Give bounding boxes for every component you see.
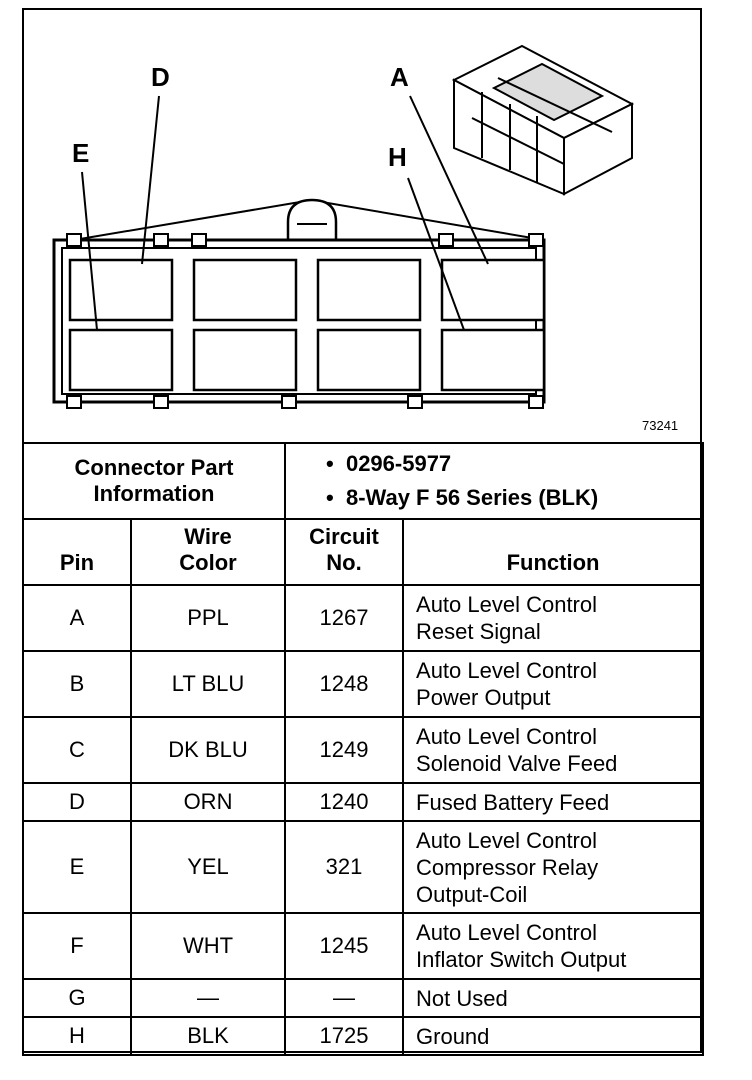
function-cell bbox=[403, 585, 703, 651]
circuit-cell: 1725 bbox=[285, 1017, 403, 1055]
part-number-line bbox=[326, 447, 702, 481]
table-row bbox=[23, 783, 703, 821]
circuit-cell: 1240 bbox=[285, 783, 403, 821]
header-line: Circuit bbox=[309, 524, 379, 549]
bullet: • bbox=[326, 485, 334, 510]
circuit-cell: 1267 bbox=[285, 585, 403, 651]
function-cell bbox=[403, 651, 703, 717]
wire-color-cell: LT BLU bbox=[131, 651, 285, 717]
function-cell bbox=[403, 1017, 703, 1055]
bullet: • bbox=[326, 451, 334, 476]
function-cell bbox=[403, 717, 703, 783]
table-row bbox=[23, 585, 703, 651]
table-row bbox=[23, 651, 703, 717]
function-line: Inflator Switch Output bbox=[416, 947, 627, 972]
header-wire-color bbox=[131, 519, 285, 585]
header-circuit-no bbox=[285, 519, 403, 585]
function-line: Auto Level Control bbox=[416, 827, 598, 853]
callout-e: E bbox=[72, 138, 90, 168]
pin-cell: A bbox=[23, 585, 131, 651]
pin-cell: F bbox=[23, 913, 131, 979]
header-line: Wire bbox=[184, 524, 232, 549]
circuit-cell: 321 bbox=[285, 821, 403, 913]
table-row bbox=[23, 717, 703, 783]
pin-cell: C bbox=[23, 717, 131, 783]
pin-cell: G bbox=[23, 979, 131, 1017]
info-label-line: Connector Part bbox=[74, 455, 234, 480]
function-line: Power Output bbox=[416, 685, 551, 710]
header-pin: Pin bbox=[23, 519, 131, 585]
circuit-cell: — bbox=[285, 979, 403, 1017]
function-cell bbox=[403, 783, 703, 821]
circuit-cell: 1245 bbox=[285, 913, 403, 979]
info-label-line: Information bbox=[93, 481, 215, 506]
description-line bbox=[326, 481, 702, 515]
table-row bbox=[23, 913, 703, 979]
wire-color-cell: — bbox=[131, 979, 285, 1017]
pin-cell: D bbox=[23, 783, 131, 821]
connector-diagram bbox=[22, 8, 702, 444]
function-line: Solenoid Valve Feed bbox=[416, 751, 618, 776]
circuit-cell: 1248 bbox=[285, 651, 403, 717]
connector-info-label bbox=[23, 443, 285, 519]
table-row bbox=[23, 979, 703, 1017]
pinout-rows bbox=[23, 585, 703, 1055]
connector-description: 8-Way F 56 Series (BLK) bbox=[345, 485, 599, 510]
circuit-cell: 1249 bbox=[285, 717, 403, 783]
connector-drawing bbox=[22, 8, 702, 444]
connector-info-row bbox=[23, 443, 703, 519]
pin-cell: H bbox=[23, 1017, 131, 1055]
pinout-table bbox=[22, 442, 704, 1056]
wire-color-cell: DK BLU bbox=[131, 717, 285, 783]
header-line: No. bbox=[326, 550, 362, 575]
table-header-row bbox=[23, 519, 703, 585]
function-line: Reset Signal bbox=[416, 619, 541, 644]
function-cell bbox=[403, 979, 703, 1017]
callout-d: D bbox=[151, 62, 170, 92]
function-line: Auto Level Control bbox=[416, 592, 598, 617]
table-row bbox=[23, 821, 703, 913]
connector-info-values bbox=[285, 443, 703, 519]
function-line: Compressor Relay bbox=[416, 854, 599, 880]
pin-cell: B bbox=[23, 651, 131, 717]
header-line: Color bbox=[179, 550, 237, 575]
wire-color-cell: PPL bbox=[131, 585, 285, 651]
function-line: Auto Level Control bbox=[416, 658, 598, 683]
function-line: Ground bbox=[416, 1023, 490, 1049]
wire-color-cell: BLK bbox=[131, 1017, 285, 1055]
callout-a: A bbox=[390, 62, 409, 92]
function-line: Not Used bbox=[416, 985, 508, 1011]
function-line: Auto Level Control bbox=[416, 920, 598, 945]
wire-color-cell: YEL bbox=[131, 821, 285, 913]
table-row bbox=[23, 1017, 703, 1055]
function-line: Output-Coil bbox=[416, 881, 528, 907]
header-function: Function bbox=[403, 519, 703, 585]
callout-h: H bbox=[388, 142, 407, 172]
function-line: Fused Battery Feed bbox=[416, 789, 610, 815]
part-number: 0296-5977 bbox=[345, 451, 452, 476]
function-line: Auto Level Control bbox=[416, 724, 598, 749]
figure-number: 73241 bbox=[642, 418, 679, 433]
pin-cell: E bbox=[23, 821, 131, 913]
function-cell bbox=[403, 913, 703, 979]
wire-color-cell: WHT bbox=[131, 913, 285, 979]
function-cell bbox=[403, 821, 703, 913]
wire-color-cell: ORN bbox=[131, 783, 285, 821]
